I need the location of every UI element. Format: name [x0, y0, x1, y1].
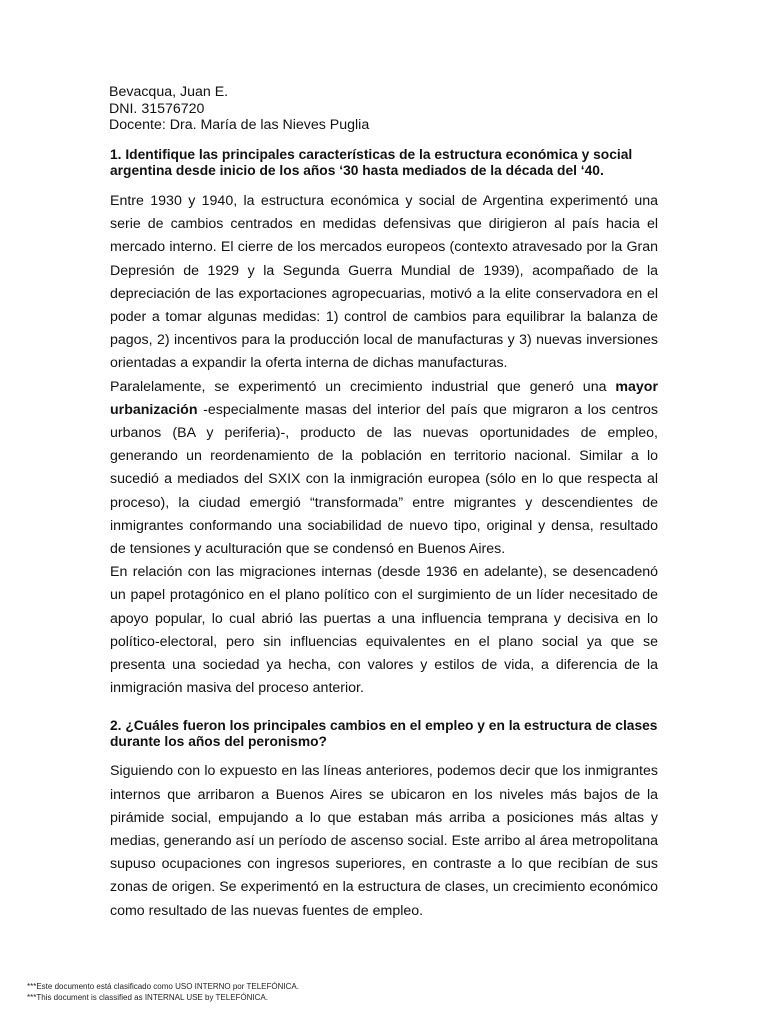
answer-1-paragraph-1: Entre 1930 y 1940, la estructura económica y social de Argentina experimentó una serie de cambios centrados en medidas defensivas que dirigieron al país hacia el mercado interno. El cierre de los mercados europeos (contexto atravesado por la Gran Depresión de 1929 y la Segunda Guerra Mundial de 1939), acompañado de la depreciación de las exportaciones agropecuarias, motivó a la elite conservadora en el poder a tomar algunas medidas: 1) control de cambios para equilibrar la balanza de pagos, 2) incentivos para la producción local de manufacturas y 3) nuevas inversiones orientadas a expandir la oferta interna de dichas manufacturas.	[110, 193, 658, 372]
answer-1-paragraph-2-start: Paralelamente, se experimentó un crecimiento industrial que generó una	[110, 378, 616, 395]
document-header	[109, 84, 369, 134]
question-2: 2. ¿Cuáles fueron los principales cambios en el empleo y en la estructura de clases durante los años del peronismo?	[110, 718, 658, 749]
answer-1-paragraph-2-rest: -especialmente masas del interior del país que migraron a los centros urbanos (BA y periferia)-, producto de las nuevas oportunidades de empleo, generando un reordenamiento de la población en territorio nacional. Similar a lo sucedió a mediados del SXIX con la inmigración europea (sólo en lo que respecta al proceso), la ciudad emergió “transformada” entre migrantes y descendientes de inmigrantes conformando una sociabilidad de nuevo tipo, original y densa, resultado de tensiones y aculturación que se condensó en Buenos Aires.	[110, 401, 658, 558]
classification-footer	[27, 981, 299, 1003]
classification-footer-en: ***This document is classified as INTERNAL USE by TELEFÓNICA.	[27, 993, 268, 1002]
question-1: 1. Identifique las principales características de la estructura económica y social argentina desde inicio de los años ‘30 hasta mediados de la década del ‘40.	[110, 147, 633, 178]
answer-1-paragraph-2	[110, 376, 658, 562]
author-name: Bevacqua, Juan E.	[109, 84, 229, 100]
answer-2-paragraph-1: Siguiendo con lo expuesto en las líneas anteriores, podemos decir que los inmigrantes internos que arribaron a Buenos Aires se ubicaron en los niveles más bajos de la pirámide social, empujando a lo que estaban más arriba a posiciones más altas y medias, generando así un período de ascenso social. Este arribo al área metropolitana supuso ocupaciones con ingresos superiores, en contraste a lo que recibían de sus zonas de origen. Se experimentó en la estructura de clases, un crecimiento económico como resultado de las nuevas fuentes de empleo.	[110, 763, 658, 919]
classification-footer-es: ***Este documento está clasificado como USO INTERNO por TELEFÓNICA.	[27, 982, 299, 991]
teacher-name: Docente: Dra. María de las Nieves Puglia	[109, 117, 370, 133]
answer-1-paragraph-3: En relación con las migraciones internas (desde 1936 en adelante), se desencadenó un papel protagónico en el plano político con el surgimiento de un líder necesitado de apoyo popular, lo cual abrió las puertas a una influencia temprana y decisiva en lo político-electoral, pero sin influencias equivalentes en el plano social ya que se presenta una sociedad ya hecha, con valores y estilos de vida, a diferencia de la inmigración masiva del proceso anterior.	[110, 564, 658, 697]
author-dni: DNI. 31576720	[109, 100, 205, 117]
bold-term-urbanization: mayor urbanización	[110, 378, 658, 418]
document-body	[110, 147, 658, 923]
